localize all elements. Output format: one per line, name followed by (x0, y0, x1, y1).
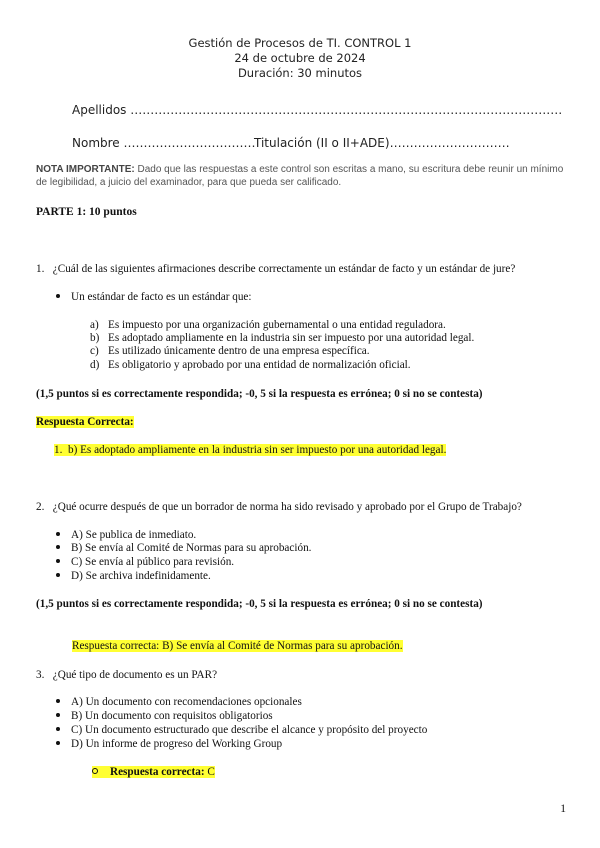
question-1-answer-text: b) Es adoptado ampliamente en la industria sin ser impuesto por una autoridad legal. (67, 444, 447, 456)
question-1-scoring: (1,5 puntos si es correctamente respondida; -0, 5 si la respuesta es errónea; 0 si no se contesta) (36, 388, 483, 400)
question-2-number: 2. (36, 501, 45, 513)
question-2-answer: Respuesta correcta: B) Se envía al Comité de Normas para su aprobación. (72, 640, 403, 652)
question-1-answer-label: Respuesta Correcta: (36, 416, 134, 428)
exam-duration: Duración: 30 minutos (237, 66, 363, 80)
question-3-option-b: B) Un documento con requisitos obligatorios (56, 709, 273, 723)
bullet-dot-icon (56, 713, 60, 717)
bullet-dot-icon (56, 727, 60, 731)
question-1-text: ¿Cuál de las siguientes afirmaciones describe correctamente un estándar de facto y un estándar de jure? (52, 263, 516, 275)
question-3-option-a: A) Un documento con recomendaciones opcionales (56, 695, 302, 709)
bullet-dot-icon (56, 699, 60, 703)
question-1-bullet: Un estándar de facto es un estándar que: (56, 290, 251, 304)
question-3-answer (92, 765, 215, 779)
question-3-number: 3. (36, 669, 45, 681)
bullet-dot-icon (56, 559, 60, 563)
bullet-dot-icon (56, 741, 60, 745)
part1-heading: PARTE 1: 10 puntos (36, 206, 137, 218)
question-2-option-a: A) Se publica de inmediato. (56, 528, 196, 542)
question-1-answer (54, 443, 446, 457)
question-1-option-d: d) Es obligatorio y aprobado por una entidad de normalización oficial. (90, 359, 411, 371)
question-1-number: 1. (36, 263, 45, 275)
note-text: Dado que las respuestas a este control son escritas a mano, su escritura debe reunir un mínimo de legibilidad, a juicio del examinador, para que pueda ser calificado. (36, 164, 564, 188)
document-header (0, 36, 600, 81)
question-1-answer-number: 1. (54, 444, 68, 456)
bullet-dot-icon (56, 545, 60, 549)
bullet-dot-icon (56, 573, 60, 577)
nombre-field: Nombre …………………………… (72, 136, 256, 150)
titulacion-field: Titulación (II o II+ADE)………………………… (254, 136, 510, 150)
question-3 (36, 668, 217, 682)
important-note (36, 163, 566, 189)
question-3-text: ¿Qué tipo de documento es un PAR? (52, 669, 218, 681)
question-1-option-a: a) Es impuesto por una organización gubernamental o una entidad reguladora. (90, 319, 446, 331)
bullet-dot-icon (56, 294, 60, 298)
question-2-option-d: D) Se archiva indefinidamente. (56, 569, 211, 583)
note-label: NOTA IMPORTANTE: (36, 164, 135, 175)
question-1-option-b: b) Es adoptado ampliamente en la industria sin ser impuesto por una autoridad legal. (90, 332, 475, 344)
exam-date: 24 de octubre de 2024 (234, 51, 366, 65)
apellidos-field: Apellidos ……………………………………………………………………………………………… (72, 103, 563, 117)
question-2-option-c: C) Se envía al público para revisión. (56, 555, 234, 569)
question-3-option-d: D) Un informe de progreso del Working Group (56, 737, 282, 751)
question-2-text: ¿Qué ocurre después de que un borrador de norma ha sido revisado y aprobado por el Grupo de Trabajo? (52, 501, 522, 513)
question-2-scoring: (1,5 puntos si es correctamente respondida; -0, 5 si la respuesta es errónea; 0 si no se contesta) (36, 598, 483, 610)
bullet-dot-icon (56, 532, 60, 536)
question-3-option-c: C) Un documento estructurado que describe el alcance y propósito del proyecto (56, 723, 427, 737)
question-1-option-c: c) Es utilizado únicamente dentro de una empresa específica. (90, 345, 370, 357)
question-3-answer-value: C (204, 766, 215, 778)
page-number: 1 (560, 803, 566, 815)
exam-title: Gestión de Procesos de TI. CONTROL 1 (188, 36, 412, 50)
question-2-option-b: B) Se envía al Comité de Normas para su aprobación. (56, 541, 311, 555)
question-3-answer-label: Respuesta correcta: (110, 766, 205, 778)
circle-bullet-icon (92, 768, 98, 774)
question-1 (36, 262, 515, 276)
question-2 (36, 500, 522, 514)
